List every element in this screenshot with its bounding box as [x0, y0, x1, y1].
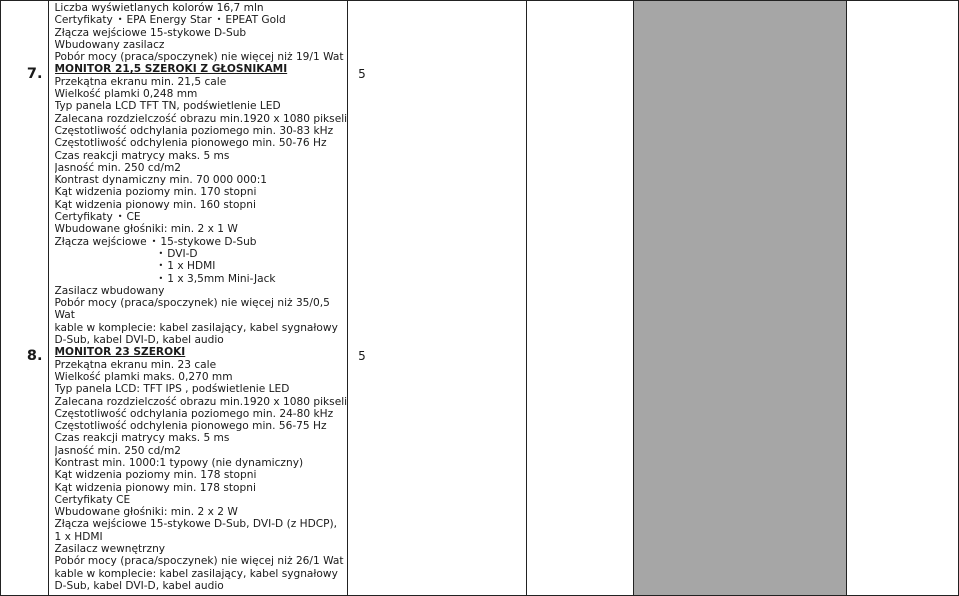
empty-cell	[527, 1, 634, 596]
spec-line: Wat	[54, 309, 75, 322]
quantity-7: 5	[358, 67, 366, 81]
quantity-8: 5	[358, 349, 366, 363]
spec-line: Jasność min. 250 cd/m2	[54, 161, 182, 174]
spec-line: Typ panela LCD TFT TN, podświetlenie LED	[54, 100, 281, 113]
spec-line: Częstotliwość odchylenia pionowego min. 50-76 Hz	[54, 137, 327, 150]
connector-line: • 1 x 3,5mm Mini-Jack	[158, 272, 276, 285]
bullet-icon: •	[158, 248, 164, 258]
spec-line: Kąt widzenia poziomy min. 170 stopni	[54, 186, 257, 199]
item-number-7: 7.	[26, 66, 43, 82]
spec-line: Pobór mocy (praca/spoczynek) nie więcej niż 26/1 Wat	[54, 555, 344, 568]
spec-line: Czas reakcji matrycy maks. 5 ms	[54, 432, 230, 445]
spec-line: Typ panela LCD: TFT IPS , podświetlenie LED	[54, 383, 290, 396]
bullet-icon: •	[117, 212, 123, 222]
spec-line: Zasilacz wbudowany	[54, 284, 165, 297]
item-number-8: 8.	[26, 348, 43, 364]
spec-line: Pobór mocy (praca/spoczynek) nie więcej niż 19/1 Wat	[54, 51, 344, 64]
cert-line: Certyfikaty • EPA Energy Star • EPEAT Gold	[54, 14, 286, 27]
connector-line: Złącza wejściowe • 15-stykowe D-Sub	[54, 235, 257, 248]
spec-line: Czas reakcji matrycy maks. 5 ms	[54, 149, 230, 162]
spec-line: Pobór mocy (praca/spoczynek) nie więcej niż 35/0,5	[54, 297, 330, 310]
spec-line: Wbudowane głośniki: min. 2 x 1 W	[54, 223, 238, 236]
spec-line: kable w komplecie: kabel zasilający, kabel sygnałowy	[54, 567, 338, 580]
bullet-icon: •	[216, 15, 222, 25]
spec-line: Wbudowany zasilacz	[54, 38, 165, 51]
shaded-cell	[634, 1, 847, 596]
spec-line: Częstotliwość odchylenia pionowego min. 56-75 Hz	[54, 420, 327, 433]
empty-cell	[847, 1, 959, 596]
spec-line: Złącza wejściowe 15-stykowe D-Sub, DVI-D (z HDCP),	[54, 518, 338, 531]
connector-line: • DVI-D	[158, 248, 198, 261]
item-heading-8: MONITOR 23 SZEROKI	[54, 346, 186, 359]
spec-line: D-Sub, kabel DVI-D, kabel audio	[54, 334, 224, 347]
spec-line: Kontrast dynamiczny min. 70 000 000:1	[54, 174, 268, 187]
spec-line: Zalecana rozdzielczość obrazu min.1920 x 1080 pikseli	[54, 112, 348, 125]
spec-line: Częstotliwość odchylania poziomego min. 24-80 kHz	[54, 407, 334, 420]
description-column	[48, 1, 348, 596]
spec-line: Certyfikaty CE	[54, 493, 131, 506]
spec-line: Kąt widzenia poziomy min. 178 stopni	[54, 469, 257, 482]
item-heading-7: MONITOR 21,5 SZEROKI Z GŁOŚNIKAMI	[54, 63, 288, 76]
description-text	[49, 1, 348, 592]
spec-line: Zasilacz wewnętrzny	[54, 543, 166, 556]
spec-line: 1 x HDMI	[54, 530, 103, 543]
spec-line: Częstotliwość odchylania poziomego min. 30-83 kHz	[54, 124, 334, 137]
spec-line: Wielkość plamki 0,248 mm	[54, 88, 198, 101]
number-column	[1, 1, 49, 596]
cert-line: Certyfikaty • CE	[54, 211, 141, 224]
spec-line: Liczba wyświetlanych kolorów 16,7 mln	[54, 2, 264, 14]
spec-line: Kąt widzenia pionowy min. 178 stopni	[54, 481, 256, 494]
spec-line: Przekątna ekranu min. 23 cale	[54, 358, 217, 371]
spec-line: Kontrast min. 1000:1 typowy (nie dynamiczny)	[54, 456, 304, 469]
spec-line: Jasność min. 250 cd/m2	[54, 444, 182, 457]
quantity-column	[348, 1, 527, 596]
bullet-icon: •	[151, 236, 157, 246]
spec-line: Wielkość plamki maks. 0,270 mm	[54, 370, 233, 383]
connector-line: • 1 x HDMI	[158, 260, 216, 273]
spec-line: Przekątna ekranu min. 21,5 cale	[54, 75, 227, 88]
spec-line: Złącza wejściowe 15-stykowe D-Sub	[54, 26, 247, 39]
spec-line: Wbudowane głośniki: min. 2 x 2 W	[54, 506, 238, 519]
spec-line: D-Sub, kabel DVI-D, kabel audio	[54, 579, 224, 592]
spec-line: Kąt widzenia pionowy min. 160 stopni	[54, 198, 256, 211]
spec-line: kable w komplecie: kabel zasilający, kabel sygnałowy	[54, 321, 338, 334]
spec-line: Zalecana rozdzielczość obrazu min.1920 x 1080 pikseli	[54, 395, 348, 408]
bullet-icon: •	[117, 15, 123, 25]
bullet-icon: •	[158, 273, 164, 283]
bullet-icon: •	[158, 261, 164, 271]
